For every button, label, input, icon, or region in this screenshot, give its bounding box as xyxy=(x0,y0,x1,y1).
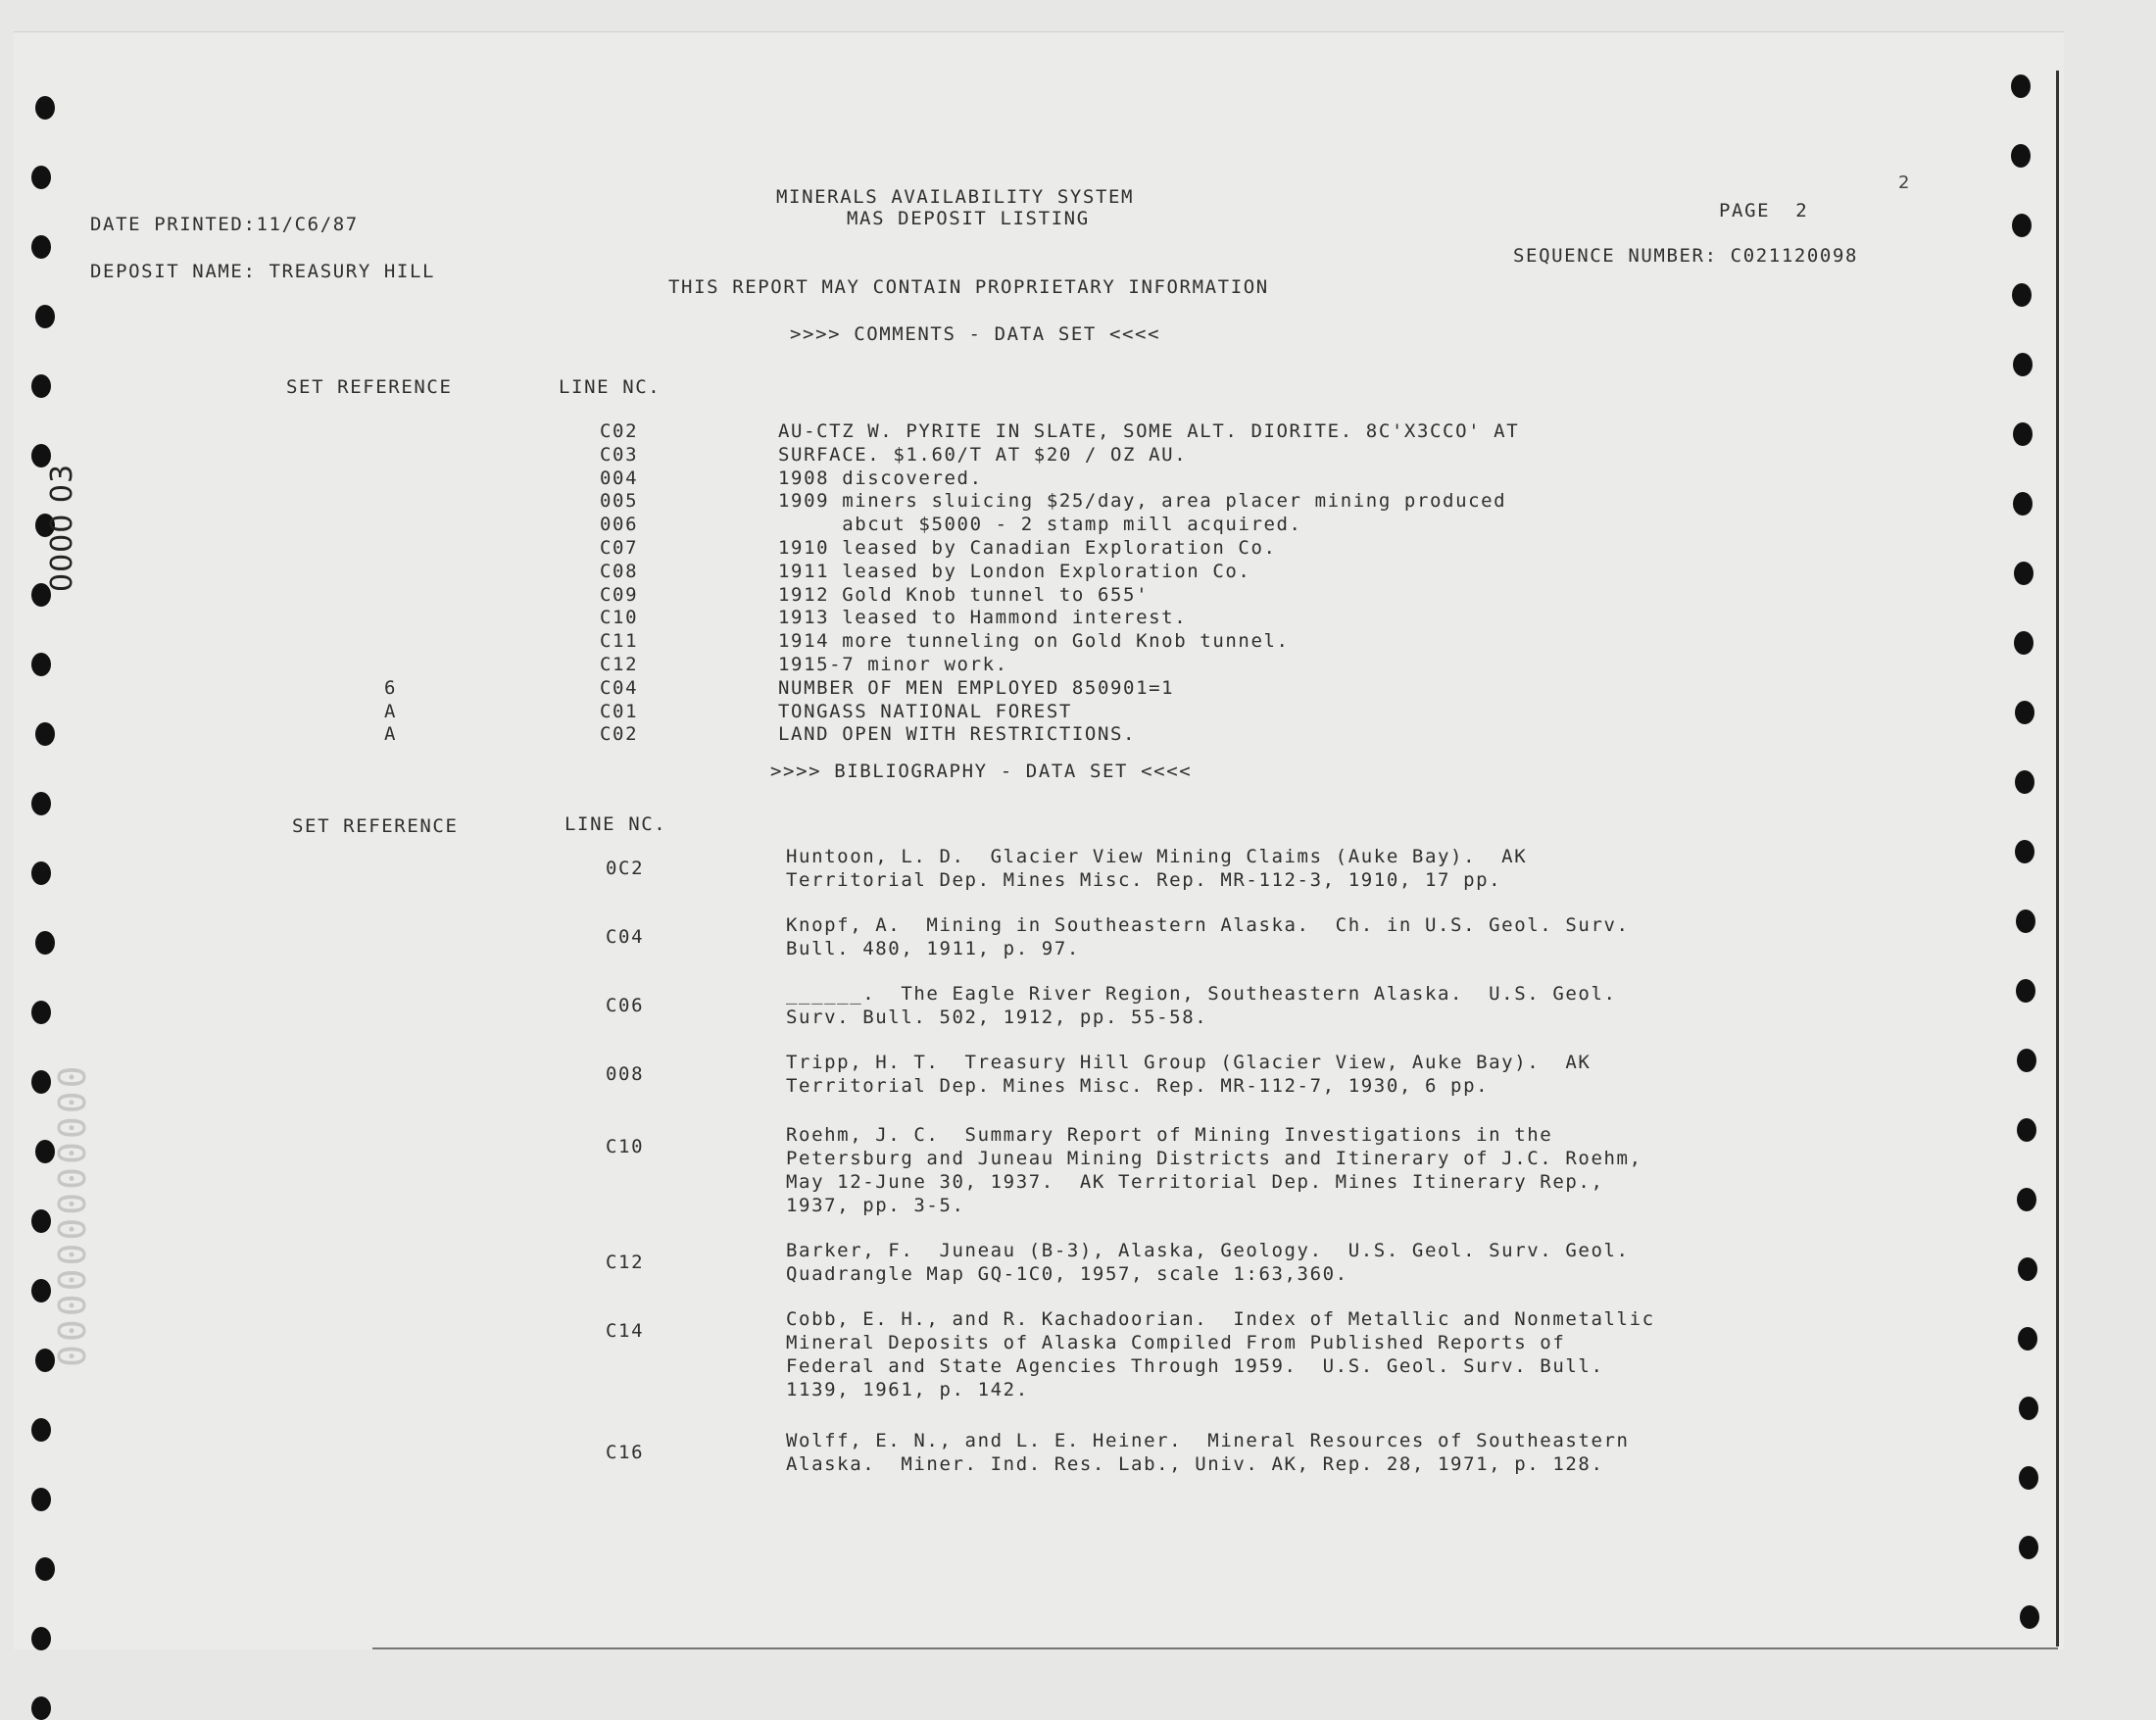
bibliography-entry xyxy=(786,1239,1630,1286)
comment-text: 1914 more tunneling on Gold Knob tunnel. xyxy=(778,630,1290,653)
comment-text: 1910 leased by Canadian Exploration Co. xyxy=(778,537,1277,559)
bottom-margin-rule xyxy=(372,1647,2058,1649)
comments-section-title: >>>> COMMENTS - DATA SET <<<< xyxy=(790,323,1161,345)
comment-line-number: C01 xyxy=(600,700,639,722)
bibliography-entry xyxy=(786,1123,1642,1217)
bibliography-entry-line: Territorial Dep. Mines Misc. Rep. MR-112-3, 1910, 17 pp. xyxy=(786,869,1502,891)
tractor-hole xyxy=(2019,1397,2038,1420)
system-title: MINERALS AVAILABILITY SYSTEM xyxy=(776,186,1135,208)
bibliography-entry-line: Petersburg and Juneau Mining Districts and Itinerary of J.C. Roehm, xyxy=(786,1148,1642,1169)
tractor-hole xyxy=(35,722,55,746)
bibliography-entry-line: Mineral Deposits of Alaska Compiled From Published Reports of xyxy=(786,1332,1566,1353)
tractor-hole xyxy=(31,235,51,259)
bibliography-entry-line: Tripp, H. T. Treasury Hill Group (Glacier View, Auke Bay). AK xyxy=(786,1052,1592,1073)
comment-set-reference: A xyxy=(384,700,398,722)
comment-set-reference: 6 xyxy=(384,676,398,699)
deposit-name: DEPOSIT NAME: TREASURY HILL xyxy=(90,261,436,282)
tractor-hole xyxy=(35,96,55,120)
comment-line-number: C08 xyxy=(600,560,639,582)
tractor-hole xyxy=(31,1418,51,1442)
bibliography-entry-line: Cobb, E. H., and R. Kachadoorian. Index of Metallic and Nonmetallic xyxy=(786,1308,1655,1330)
comment-line-number: C02 xyxy=(600,723,639,746)
comment-line-number: C09 xyxy=(600,583,639,606)
tractor-hole xyxy=(2016,909,2035,933)
tractor-hole xyxy=(35,305,55,328)
tractor-hole xyxy=(2016,979,2035,1003)
bibliography-col-line-no: LINE NC. xyxy=(564,813,667,835)
tractor-hole xyxy=(31,1209,51,1233)
tractor-hole xyxy=(2011,74,2031,98)
right-margin-rule xyxy=(2056,71,2059,1646)
listing-title: MAS DEPOSIT LISTING xyxy=(847,208,1090,229)
bibliography-line-number: C06 xyxy=(606,995,645,1016)
page-number: PAGE 2 xyxy=(1719,200,1809,221)
tractor-hole xyxy=(31,861,51,885)
comment-line-number: C07 xyxy=(600,537,639,559)
tractor-hole xyxy=(2015,840,2034,863)
bibliography-entry xyxy=(786,1051,1591,1098)
bibliography-entry-line: Territorial Dep. Mines Misc. Rep. MR-112-7, 1930, 6 pp. xyxy=(786,1075,1490,1097)
tractor-hole xyxy=(31,653,51,676)
comment-text: 1915-7 minor work. xyxy=(778,654,1008,675)
bibliography-entry xyxy=(786,1429,1630,1476)
margin-faint-number: 000000000000 xyxy=(51,1062,94,1367)
comment-line-number: C03 xyxy=(600,443,639,466)
comment-line-number: C02 xyxy=(600,420,639,442)
tractor-hole xyxy=(35,1557,55,1581)
bibliography-entry-line: May 12-June 30, 1937. AK Territorial Dep. Mines Itinerary Rep., xyxy=(786,1171,1604,1193)
bibliography-entry xyxy=(786,982,1617,1029)
tractor-hole xyxy=(31,166,51,189)
bibliography-entry-line: Wolff, E. N., and L. E. Heiner. Mineral Resources of Southeastern xyxy=(786,1430,1630,1451)
comment-text: 1908 discovered. xyxy=(778,467,983,489)
tractor-hole xyxy=(2011,144,2031,168)
tractor-hole xyxy=(2012,214,2032,237)
tractor-hole xyxy=(2014,631,2034,655)
bibliography-line-number: 008 xyxy=(606,1063,645,1085)
margin-stamp: 0000 03 xyxy=(45,463,79,592)
tractor-hole xyxy=(2017,1118,2036,1142)
comment-line-number: 005 xyxy=(600,490,639,513)
comments-col-set-reference: SET REFERENCE xyxy=(286,376,453,398)
bibliography-entry xyxy=(786,1307,1655,1401)
date-printed: DATE PRINTED:11/C6/87 xyxy=(90,214,359,235)
comment-line-number: C12 xyxy=(600,654,639,675)
bibliography-entry-line: 1937, pp. 3-5. xyxy=(786,1195,965,1216)
comment-line-number: 006 xyxy=(600,514,639,536)
bibliography-entry-line: Huntoon, L. D. Glacier View Mining Claims (Auke Bay). AK xyxy=(786,846,1528,867)
comment-text: abcut $5000 - 2 stamp mill acquired. xyxy=(778,514,1302,536)
tractor-hole xyxy=(2018,1257,2037,1281)
tractor-hole xyxy=(2019,1466,2038,1490)
tractor-hole xyxy=(2013,353,2033,376)
handwritten-page-number: 2 xyxy=(1898,172,1910,193)
bibliography-entry-line: ______. The Eagle River Region, Southeastern Alaska. U.S. Geol. xyxy=(786,983,1617,1005)
tractor-hole xyxy=(2015,701,2034,724)
tractor-hole xyxy=(2013,492,2033,516)
tractor-hole xyxy=(31,1488,51,1511)
tractor-hole xyxy=(2014,562,2034,585)
comment-text: NUMBER OF MEN EMPLOYED 850901=1 xyxy=(778,676,1175,699)
bibliography-section-title: >>>> BIBLIOGRAPHY - DATA SET <<<< xyxy=(770,761,1193,782)
tractor-hole xyxy=(2019,1536,2038,1559)
tractor-hole xyxy=(2012,283,2032,307)
bibliography-entry-line: Knopf, A. Mining in Southeastern Alaska. Ch. in U.S. Geol. Surv. xyxy=(786,914,1630,936)
tractor-hole xyxy=(2018,1327,2037,1351)
tractor-hole xyxy=(2015,770,2034,794)
tractor-hole xyxy=(31,1279,51,1302)
tractor-hole xyxy=(35,931,55,955)
comment-text: LAND OPEN WITH RESTRICTIONS. xyxy=(778,723,1137,746)
bibliography-entry-line: Roehm, J. C. Summary Report of Mining Investigations in the xyxy=(786,1124,1553,1146)
comment-text: 1911 leased by London Exploration Co. xyxy=(778,560,1251,582)
bibliography-line-number: C14 xyxy=(606,1320,645,1342)
bibliography-entry-line: Alaska. Miner. Ind. Res. Lab., Univ. AK, Rep. 28, 1971, p. 128. xyxy=(786,1453,1604,1475)
comments-col-line-no: LINE NC. xyxy=(559,376,662,398)
bibliography-line-number: C04 xyxy=(606,926,645,948)
comment-text: 1913 leased to Hammond interest. xyxy=(778,607,1188,629)
bibliography-line-number: C12 xyxy=(606,1252,645,1273)
comment-text: TONGASS NATIONAL FOREST xyxy=(778,700,1072,722)
comment-set-reference: A xyxy=(384,723,398,746)
bibliography-entry xyxy=(786,845,1527,892)
tractor-hole xyxy=(31,1627,51,1650)
bibliography-entry-line: Federal and State Agencies Through 1959. U.S. Geol. Surv. Bull. xyxy=(786,1355,1604,1377)
bibliography-entry-line: Quadrangle Map GQ-1C0, 1957, scale 1:63,360. xyxy=(786,1263,1348,1285)
comment-line-number: 004 xyxy=(600,467,639,489)
tractor-hole xyxy=(31,1070,51,1094)
tractor-hole xyxy=(31,1696,51,1720)
bibliography-line-number: 0C2 xyxy=(606,858,645,879)
tractor-hole xyxy=(31,1001,51,1024)
bibliography-line-number: C16 xyxy=(606,1442,645,1463)
tractor-hole xyxy=(2013,422,2033,446)
tractor-hole xyxy=(2020,1605,2039,1629)
bibliography-line-number: C10 xyxy=(606,1136,645,1157)
sequence-number: SEQUENCE NUMBER: C021120098 xyxy=(1513,245,1859,267)
comment-line-number: C11 xyxy=(600,630,639,653)
bibliography-entry-line: Bull. 480, 1911, p. 97. xyxy=(786,938,1080,959)
comment-text: 1909 miners sluicing $25/day, area placer mining produced xyxy=(778,490,1507,513)
comment-line-number: C10 xyxy=(600,607,639,629)
bibliography-col-set-reference: SET REFERENCE xyxy=(292,815,459,837)
tractor-hole xyxy=(2017,1188,2036,1211)
bibliography-entry xyxy=(786,913,1630,960)
comment-line-number: C04 xyxy=(600,676,639,699)
tractor-hole xyxy=(31,792,51,815)
proprietary-notice: THIS REPORT MAY CONTAIN PROPRIETARY INFORMATION xyxy=(668,276,1269,298)
tractor-hole xyxy=(2017,1049,2036,1072)
comment-text: 1912 Gold Knob tunnel to 655' xyxy=(778,583,1150,606)
bibliography-entry-line: 1139, 1961, p. 142. xyxy=(786,1379,1029,1401)
bibliography-entry-line: Surv. Bull. 502, 1912, pp. 55-58. xyxy=(786,1007,1208,1028)
comment-text: SURFACE. $1.60/T AT $20 / OZ AU. xyxy=(778,443,1188,466)
comment-text: AU-CTZ W. PYRITE IN SLATE, SOME ALT. DIORITE. 8C'X3CCO' AT xyxy=(778,420,1520,442)
bibliography-entry-line: Barker, F. Juneau (B-3), Alaska, Geology. U.S. Geol. Surv. Geol. xyxy=(786,1240,1630,1261)
tractor-hole xyxy=(31,374,51,398)
